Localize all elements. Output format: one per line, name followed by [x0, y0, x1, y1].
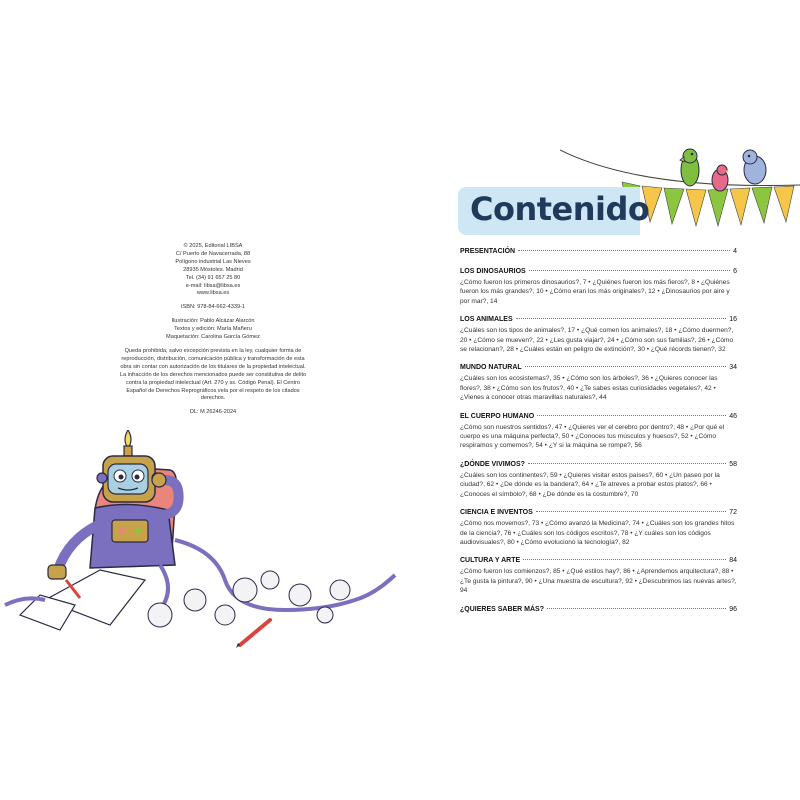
- toc-section: [460, 316, 737, 354]
- credits: [118, 318, 308, 342]
- bullet-separator: •: [574, 384, 581, 392]
- legal-deposit: DL: M 26246-2024: [189, 409, 237, 416]
- bullet-separator: •: [632, 577, 639, 585]
- credit-line: Textos y edición: María Mañeru: [174, 326, 252, 333]
- bullet-separator: •: [672, 327, 679, 335]
- robot-drawing-illustration: [0, 430, 400, 660]
- bullet-separator: •: [711, 384, 716, 392]
- toc-section-heading[interactable]: [460, 413, 737, 423]
- publisher-line: C/ Puerto de Navacerrada, 88: [175, 250, 251, 257]
- toc-section-heading[interactable]: [460, 606, 737, 616]
- legal-notice: Queda prohibida, salvo excepción prevista en la ley, cualquier forma de reproducción, distribución, comunicación pública y transformación de esta obra sin contar con autorización de los titulares de la propiedad intelectual. La infracción de los derechos mencionados puede ser constitutiva de delito contra la propiedad intelectual (Art. 270 y ss. Código Penal). El Centro Español de Derechos Reprográficos vela por el respeto de los citados derechos.: [119, 347, 307, 402]
- toc-item[interactable]: ¿Cómo duermen?, 20: [460, 327, 734, 344]
- toc-item[interactable]: ¿Cuáles son los ecosistemas?, 35: [460, 375, 561, 383]
- bullet-separator: •: [562, 423, 569, 431]
- bullet-separator: •: [707, 481, 712, 489]
- toc-section: [460, 413, 737, 451]
- toc-section: [460, 461, 737, 499]
- toc-page-number: 46: [729, 412, 737, 420]
- bullet-separator: •: [543, 288, 550, 296]
- bullet-separator: •: [532, 577, 539, 585]
- bullet-separator: •: [705, 336, 712, 344]
- toc-section-title: ¿QUIERES SABER MÁS?: [460, 605, 545, 613]
- toc-leader-dots: [547, 608, 726, 609]
- bullet-separator: •: [494, 481, 501, 489]
- bullet-separator: •: [560, 375, 567, 383]
- toc-leader-dots: [529, 270, 730, 271]
- toc-section-heading[interactable]: [460, 268, 737, 278]
- isbn: ISBN: 978-84-662-4339-1: [180, 304, 246, 311]
- toc-section-title: EL CUERPO HUMANO: [460, 412, 535, 420]
- toc-leader-dots: [537, 415, 726, 416]
- toc-item[interactable]: ¿Quieres ver el cerebro por dentro?, 48: [568, 423, 685, 431]
- table-of-contents: [460, 248, 737, 626]
- toc-item[interactable]: ¿Te gusta la pintura?, 90: [460, 577, 533, 585]
- toc-section-items: [460, 567, 737, 595]
- toc-item[interactable]: ¿Qué récords tienen?, 32: [650, 346, 726, 354]
- toc-item[interactable]: ¿Cómo se mueven?, 22: [473, 336, 544, 344]
- page-title: Contenido: [470, 190, 650, 228]
- bullet-separator: •: [536, 490, 543, 498]
- publisher-line: e-mail: libsa@libsa.es: [185, 282, 241, 289]
- toc-page-number: 4: [733, 248, 737, 255]
- credit-line: Maquetación: Carolina García Gómez: [166, 334, 260, 341]
- bullet-separator: •: [655, 288, 662, 296]
- toc-item[interactable]: ¿Cómo son los frutos?, 40: [496, 384, 575, 392]
- toc-item[interactable]: ¿Cómo nos movemos?, 73: [460, 520, 540, 528]
- toc-section-items: [460, 326, 737, 354]
- toc-leader-dots: [536, 511, 726, 512]
- toc-item[interactable]: ¿Quiénes fueron los más fieros?, 8: [592, 279, 696, 286]
- toc-page-number: 96: [729, 605, 737, 613]
- toc-section-heading[interactable]: [460, 461, 737, 471]
- toc-item[interactable]: ¿Te atreves a probar estos platos?, 66: [595, 481, 708, 489]
- toc-leader-dots: [523, 559, 726, 560]
- toc-page-number: 72: [729, 509, 737, 517]
- toc-item[interactable]: ¿Quiénes fueron los más grandes?, 10: [460, 279, 730, 296]
- toc-item[interactable]: ¿Descubrimos las nuevas artes?, 94: [460, 577, 737, 595]
- bullet-separator: •: [589, 481, 596, 489]
- toc-item[interactable]: ¿Cómo son sus familias?, 26: [620, 336, 706, 344]
- toc-item[interactable]: ¿Cómo evolucionó la tecnología?, 82: [520, 538, 630, 546]
- toc-section: [460, 606, 737, 616]
- toc-section-heading[interactable]: [460, 509, 737, 519]
- toc-leader-dots: [516, 318, 727, 319]
- toc-item[interactable]: ¿Por qué el cuerpo es una máquina perfecta?, 50: [460, 423, 725, 441]
- toc-item[interactable]: ¿Aprendemos arquitectura?, 88: [636, 568, 730, 576]
- toc-item[interactable]: ¿Dinosaurios por aire y por mar?, 14: [460, 288, 730, 305]
- toc-page-number: 58: [729, 460, 737, 468]
- bullet-separator: •: [490, 384, 497, 392]
- publisher-line: Polígono industrial Las Nieves: [175, 258, 251, 265]
- bullet-separator: •: [560, 568, 567, 576]
- bullet-separator: •: [569, 433, 576, 441]
- toc-section-title: ¿DÓNDE VIVIMOS?: [460, 460, 525, 468]
- toc-section: [460, 364, 737, 402]
- bullet-separator: •: [729, 568, 734, 576]
- toc-section: [460, 509, 737, 547]
- bullet-separator: •: [511, 529, 518, 537]
- toc-page-number: 34: [729, 364, 737, 372]
- bullet-separator: •: [513, 346, 520, 354]
- toc-item[interactable]: ¿Cuáles son los tipos de animales?, 17: [460, 327, 576, 335]
- bullet-separator: •: [684, 423, 691, 431]
- toc-item[interactable]: ¿Les gusta viajar?, 24: [549, 336, 615, 344]
- toc-item[interactable]: ¿Cómo son nuestros sentidos?, 47: [460, 423, 563, 431]
- toc-section-heading[interactable]: [460, 557, 737, 567]
- toc-leader-dots: [528, 463, 726, 464]
- bullet-separator: •: [614, 336, 621, 344]
- publisher-line: © 2025, Editorial LIBSA: [183, 243, 243, 249]
- toc-page-number: 6: [733, 268, 737, 275]
- toc-item[interactable]: ¿Cuáles son los grandes hitos de la ciencia?, 76: [460, 520, 735, 537]
- bullet-separator: •: [557, 471, 564, 479]
- toc-section-title: PRESENTACIÓN: [460, 248, 516, 255]
- bullet-separator: •: [514, 538, 521, 546]
- publisher-line: Tel. (34) 91 657 25 80: [185, 274, 241, 281]
- toc-section-items: [460, 519, 737, 547]
- toc-section-title: MUNDO NATURAL: [460, 364, 522, 372]
- toc-item[interactable]: ¿Cómo fueron los primeros dinosaurios?, 7: [460, 279, 587, 286]
- bullet-separator: •: [542, 442, 549, 450]
- toc-section-heading[interactable]: [460, 316, 737, 326]
- toc-item[interactable]: ¿Y cuáles son los códigos audiovisuales?, 80: [460, 529, 711, 546]
- bullet-separator: •: [630, 568, 637, 576]
- publisher-info: [118, 243, 308, 298]
- toc-item[interactable]: ¿Cuáles son los continentes?, 59: [460, 471, 558, 479]
- toc-item[interactable]: ¿De dónde es la costumbre?, 70: [542, 490, 639, 498]
- toc-section: [460, 248, 737, 258]
- bullet-separator: •: [586, 279, 593, 286]
- toc-item[interactable]: ¿De dónde es la bandera?, 64: [500, 481, 590, 489]
- toc-section-title: CULTURA Y ARTE: [460, 557, 521, 565]
- toc-section-title: LOS DINOSAURIOS: [460, 268, 526, 275]
- toc-item[interactable]: ¿Vienes a conocer otras maravillas naturales?, 44: [460, 394, 607, 402]
- toc-item[interactable]: ¿Cuáles son los códigos escritos?, 78: [517, 529, 629, 537]
- toc-section-items: [460, 423, 737, 451]
- toc-section-title: LOS ANIMALES: [460, 316, 513, 324]
- bullet-separator: •: [575, 327, 582, 335]
- toc-item[interactable]: ¿Conoces el símbolo?, 68: [460, 490, 537, 498]
- toc-item[interactable]: ¿Y si la máquina se rompe?, 56: [548, 442, 642, 450]
- toc-item[interactable]: ¿Qué comen los animales?, 18: [581, 327, 673, 335]
- bullet-separator: •: [628, 529, 635, 537]
- bullet-separator: •: [648, 375, 655, 383]
- toc-section-items: [460, 471, 737, 499]
- bullet-separator: •: [467, 336, 474, 344]
- toc-item[interactable]: ¿Cómo fueron los comienzos?, 85: [460, 568, 561, 576]
- imprint: [118, 243, 308, 423]
- bullet-separator: •: [695, 279, 702, 286]
- publisher-line: 28935 Móstoles. Madrid: [183, 266, 243, 273]
- bullet-separator: •: [539, 520, 546, 528]
- credit-line: Ilustración: Pablo Alcázar Alarcón: [171, 318, 255, 325]
- toc-item[interactable]: ¿Una muestra de escultura?, 92: [538, 577, 633, 585]
- toc-page-number: 16: [729, 316, 737, 324]
- publisher-line: www.libsa.es: [196, 290, 230, 297]
- toc-section: [460, 557, 737, 595]
- toc-section-title: CIENCIA E INVENTOS: [460, 509, 533, 517]
- toc-section-heading[interactable]: [460, 248, 737, 258]
- toc-item[interactable]: ¿Cuáles están en peligro de extinción?, 30: [519, 346, 645, 354]
- toc-item[interactable]: ¿Un paseo por la ciudad?, 62: [460, 471, 720, 489]
- toc-item[interactable]: ¿Conoces tus músculos y huesos?, 52: [575, 433, 689, 441]
- bullet-separator: •: [644, 346, 651, 354]
- bullet-separator: •: [543, 336, 550, 344]
- toc-item[interactable]: ¿Te sabes estas curiosidades vegetales?, 42: [580, 384, 712, 392]
- toc-item[interactable]: ¿Quieres conocer las flores?, 38: [460, 375, 718, 392]
- toc-section: [460, 268, 737, 306]
- toc-item[interactable]: ¿Cómo son los árboles?, 36: [566, 375, 649, 383]
- bullet-separator: •: [663, 471, 670, 479]
- toc-section-items: [460, 278, 737, 306]
- toc-leader-dots: [518, 250, 730, 251]
- toc-leader-dots: [525, 366, 727, 367]
- toc-section-heading[interactable]: [460, 364, 737, 374]
- toc-item[interactable]: ¿Cómo eran los más originales?, 12: [549, 288, 656, 296]
- toc-item[interactable]: ¿Qué estilos hay?, 86: [566, 568, 631, 576]
- toc-item[interactable]: ¿Cómo se relacionan?, 28: [460, 336, 734, 354]
- toc-item[interactable]: ¿Quieres visitar estos países?, 60: [563, 471, 664, 479]
- bullet-separator: •: [688, 433, 695, 441]
- toc-page-number: 84: [729, 557, 737, 565]
- toc-section-items: [460, 374, 737, 402]
- toc-item[interactable]: ¿Cómo avanzó la Medicina?, 74: [545, 520, 640, 528]
- toc-item[interactable]: ¿Cómo respiramos y comemos?, 54: [460, 433, 717, 450]
- bullet-separator: •: [639, 520, 646, 528]
